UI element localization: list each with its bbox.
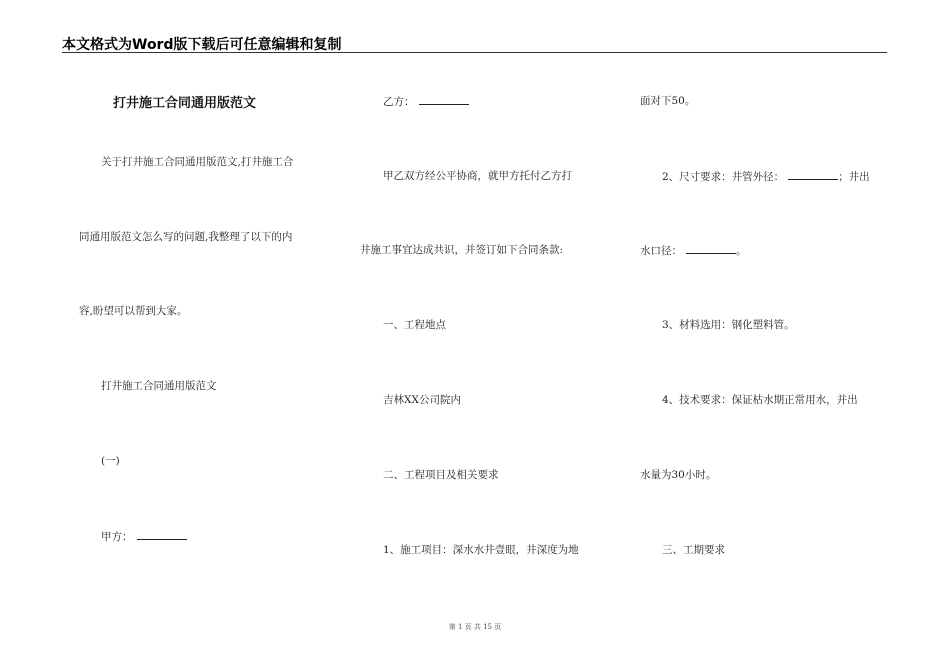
col2-line-7: 1、施工项目：深水水井壹眼，井深度为地: [383, 544, 579, 556]
col2-line-4: 一、工程地点: [383, 319, 446, 331]
col3-line-1: 面对下50。: [640, 95, 696, 107]
page-header: [62, 32, 887, 53]
col2-line-3: 井施工事宜达成共识，并签订如下合同条款:: [360, 244, 564, 256]
outlet-label-start: ；井出: [838, 171, 870, 183]
document-title: 打井施工合同通用版范文: [113, 96, 257, 111]
outlet-end: 。: [736, 245, 747, 257]
col3-line-5: 4、技术要求：保证枯水期正常用水，并出: [662, 394, 858, 406]
col2-line-2: 甲乙双方经公平协商，就甲方托付乙方打: [383, 170, 572, 182]
col3-line-7: 三、工期要求: [662, 544, 725, 556]
party-a-blank: [137, 529, 187, 540]
party-a-label: 甲方：: [101, 531, 133, 543]
col1-line-1: 关于打井施工合同通用版范文,打井施工合: [101, 156, 294, 168]
col1-line-3: 容,盼望可以帮到大家。: [79, 305, 188, 317]
col3-line-2: [662, 169, 870, 184]
pipe-size-label: 2、尺寸要求：井管外径：: [662, 171, 785, 183]
col2-line-1: [383, 94, 469, 109]
col3-line-4: 3、材料选用：钢化塑料管。: [662, 319, 795, 331]
header-text: 本文格式为Word版下载后可任意编辑和复制: [62, 37, 342, 53]
col1-line-2: 同通用版范文怎么写的问题,我整理了以下的内: [79, 231, 293, 243]
party-b-blank: [419, 94, 469, 105]
col1-line-6: [101, 529, 187, 544]
col1-line-4: 打井施工合同通用版范文: [101, 380, 217, 392]
party-b-label: 乙方：: [383, 96, 415, 108]
col1-line-5: (一): [101, 455, 120, 467]
pipe-size-blank: [788, 169, 838, 180]
col2-line-5: 吉林XX公司院内: [383, 394, 461, 406]
outlet-label: 水口径：: [640, 245, 682, 257]
col3-line-6: 水量为30小时。: [640, 469, 717, 481]
col3-line-3: [640, 243, 747, 258]
page-number: 第 1 页 共 15 页: [448, 623, 502, 631]
outlet-blank: [686, 243, 736, 254]
col2-line-6: 二、工程项目及相关要求: [383, 469, 499, 481]
